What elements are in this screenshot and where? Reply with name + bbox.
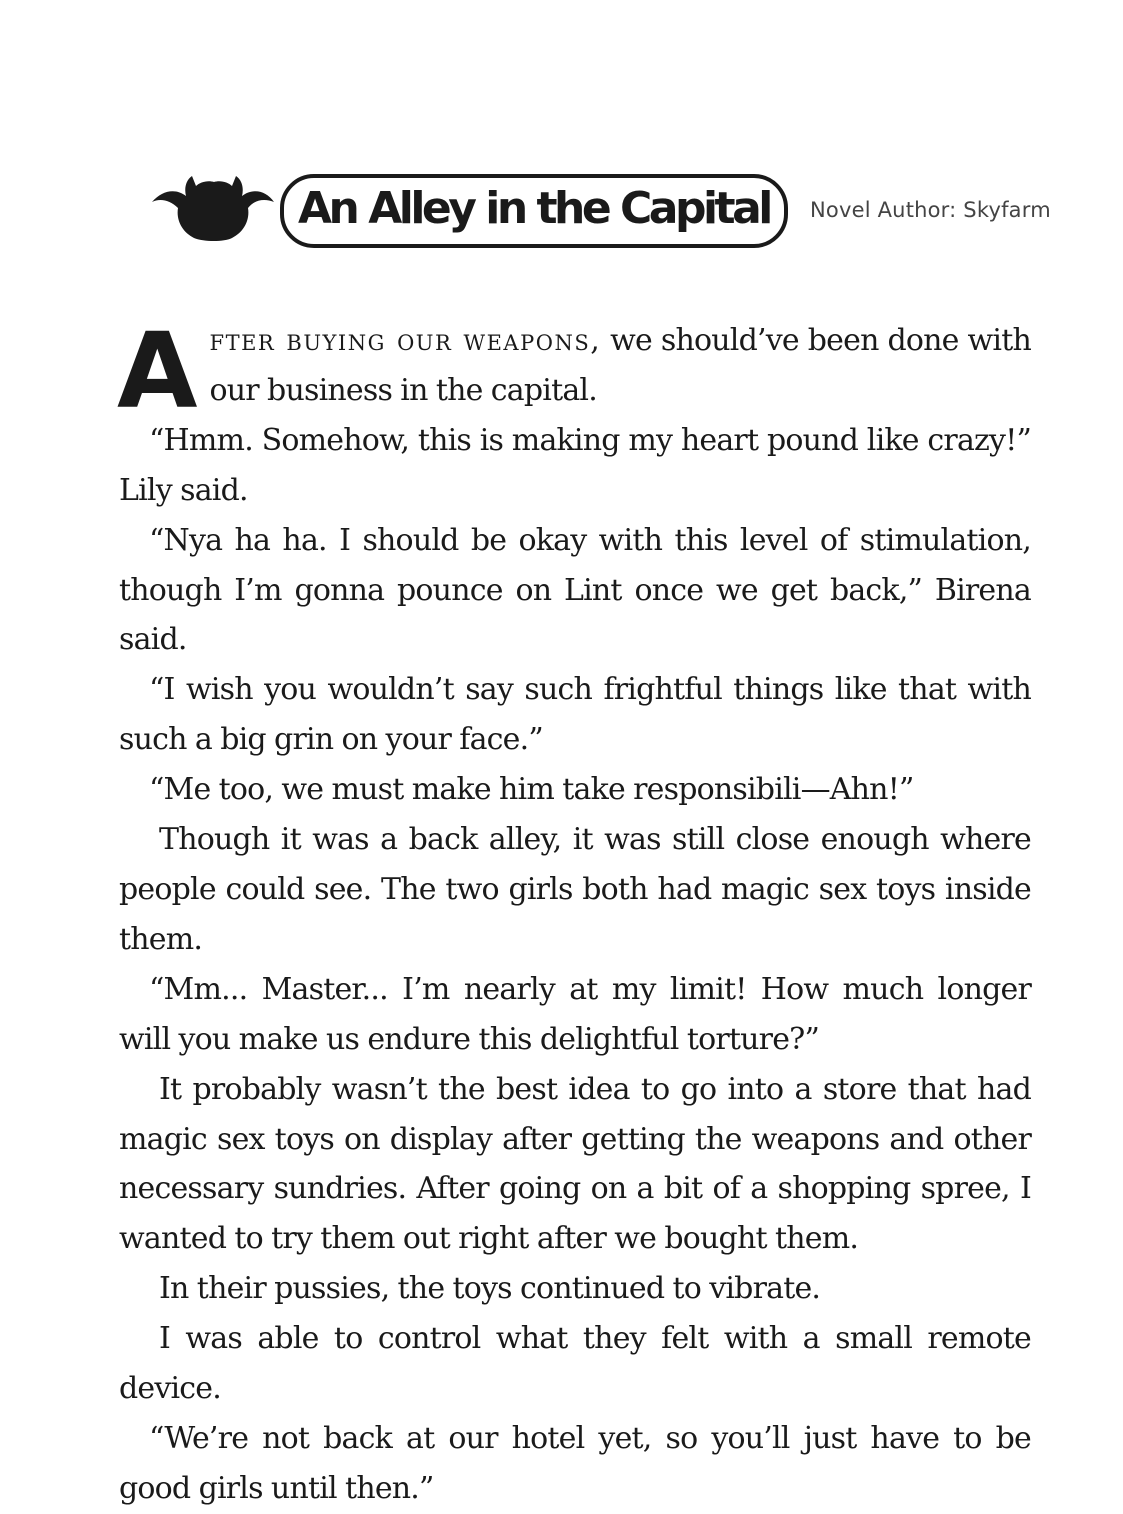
paragraph: It probably wasn’t the best idea to go into a store that had magic sex toys on display after getting the weapons and other necessary sundries. After going on a bit of a shopping spree, I wanted to try them out right after we bought them. — [119, 1071, 1031, 1257]
paragraph: “Me too, we must make him take responsibili—Ahn!” — [149, 772, 914, 808]
chapter-header — [148, 168, 1051, 250]
paragraph: “I wish you wouldn’t say such frightful things like that with such a big grin on your face.” — [119, 672, 1031, 758]
chapter-title: An Alley in the Capital — [280, 174, 788, 248]
paragraph: I was able to control what they felt with a small remote device. — [119, 1321, 1031, 1407]
paragraph: “Nya ha ha. I should be okay with this level of stimulation, though I’m gonna pounce on Lint once we get back,” Birena said. — [119, 522, 1031, 658]
opening-paragraph — [117, 310, 1032, 432]
paragraph: Though it was a back alley, it was still close enough where people could see. The two girls both had magic sex toys inside them. — [119, 822, 1031, 957]
paragraph: “Mm... Master... I’m nearly at my limit! How much longer will you make us endure this delightful torture?” — [119, 971, 1031, 1057]
paragraph: “We’re not back at our hotel yet, so you’ll just have to be good girls until then.” — [119, 1420, 1031, 1506]
opening-text: we should’ve been done with our business in the capital. — [209, 323, 1032, 408]
body-text — [117, 310, 1032, 1514]
author-credit: Novel Author: Skyfarm — [810, 198, 1051, 222]
paragraph: In their pussies, the toys continued to vibrate. — [159, 1271, 821, 1307]
opening-smallcaps: fter buying our weapons, — [209, 323, 602, 358]
paragraph: “Hmm. Somehow, this is making my heart pound like crazy!” Lily said. — [119, 422, 1031, 508]
bat-icon — [148, 168, 276, 244]
drop-cap: A — [117, 310, 196, 432]
